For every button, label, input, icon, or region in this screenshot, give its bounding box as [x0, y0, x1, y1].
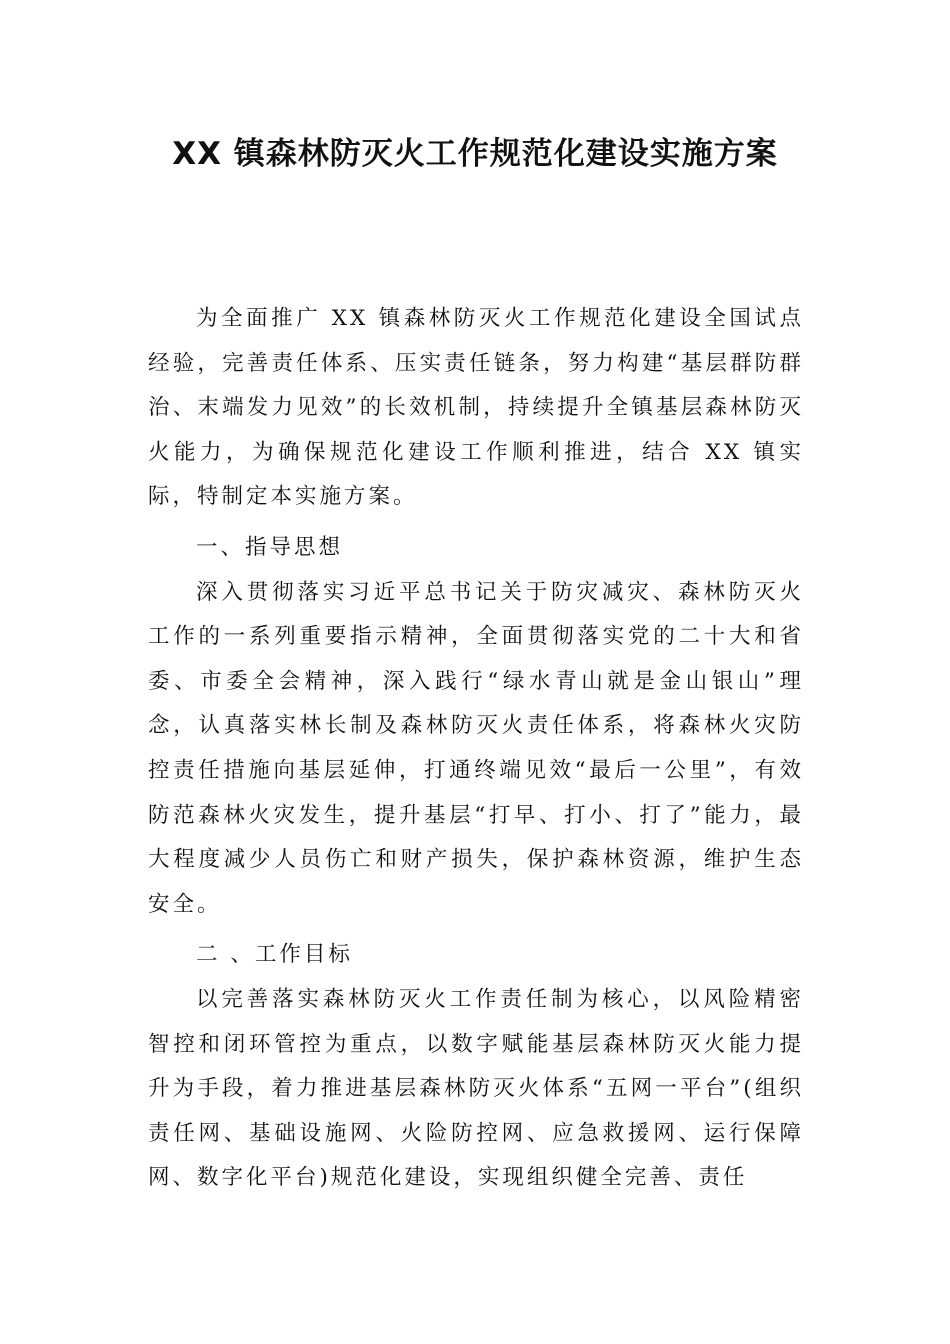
intro-paragraph: 为全面推广 XX 镇森林防灭火工作规范化建设全国试点经验，完善责任体系、压实责任链条，努力构建“基层群防群治、末端发力见效”的长效机制，持续提升全镇基层森林防灭火能力，为确保规范化建设工作顺利推进，结合 XX 镇实际，特制定本实施方案。: [148, 306, 804, 510]
section-heading-work-goals: 二 、工作目标: [196, 942, 353, 968]
section-heading-guiding-ideology: 一、指导思想: [196, 534, 344, 560]
document-body: [148, 297, 804, 1201]
section-paragraph-guiding-ideology: 深入贯彻落实习近平总书记关于防灾减灾、森林防灭火工作的一系列重要指示精神，全面贯彻落实党的二十大和省委、市委全会精神，深入践行“绿水青山就是金山银山”理念，认真落实林长制及森林防灭火责任体系，将森林火灾防控责任措施向基层延伸，打通终端见效“最后一公里”，有效防范森林火灾发生，提升基层“打早、打小、打了”能力，最大程度减少人员伤亡和财产损失，保护森林资源，维护生态安全。: [148, 579, 804, 917]
document-title: XX 镇森林防灭火工作规范化建设实施方案: [172, 136, 778, 172]
section-paragraph-work-goals: 以完善落实森林防灭火工作责任制为核心，以风险精密智控和闭环管控为重点，以数字赋能基层森林防灭火能力提升为手段，着力推进基层森林防灭火体系“五网一平台”(组织责任网、基础设施网、火险防控网、应急救援网、运行保障网、数字化平台)规范化建设，实现组织健全完善、责任: [148, 986, 804, 1191]
